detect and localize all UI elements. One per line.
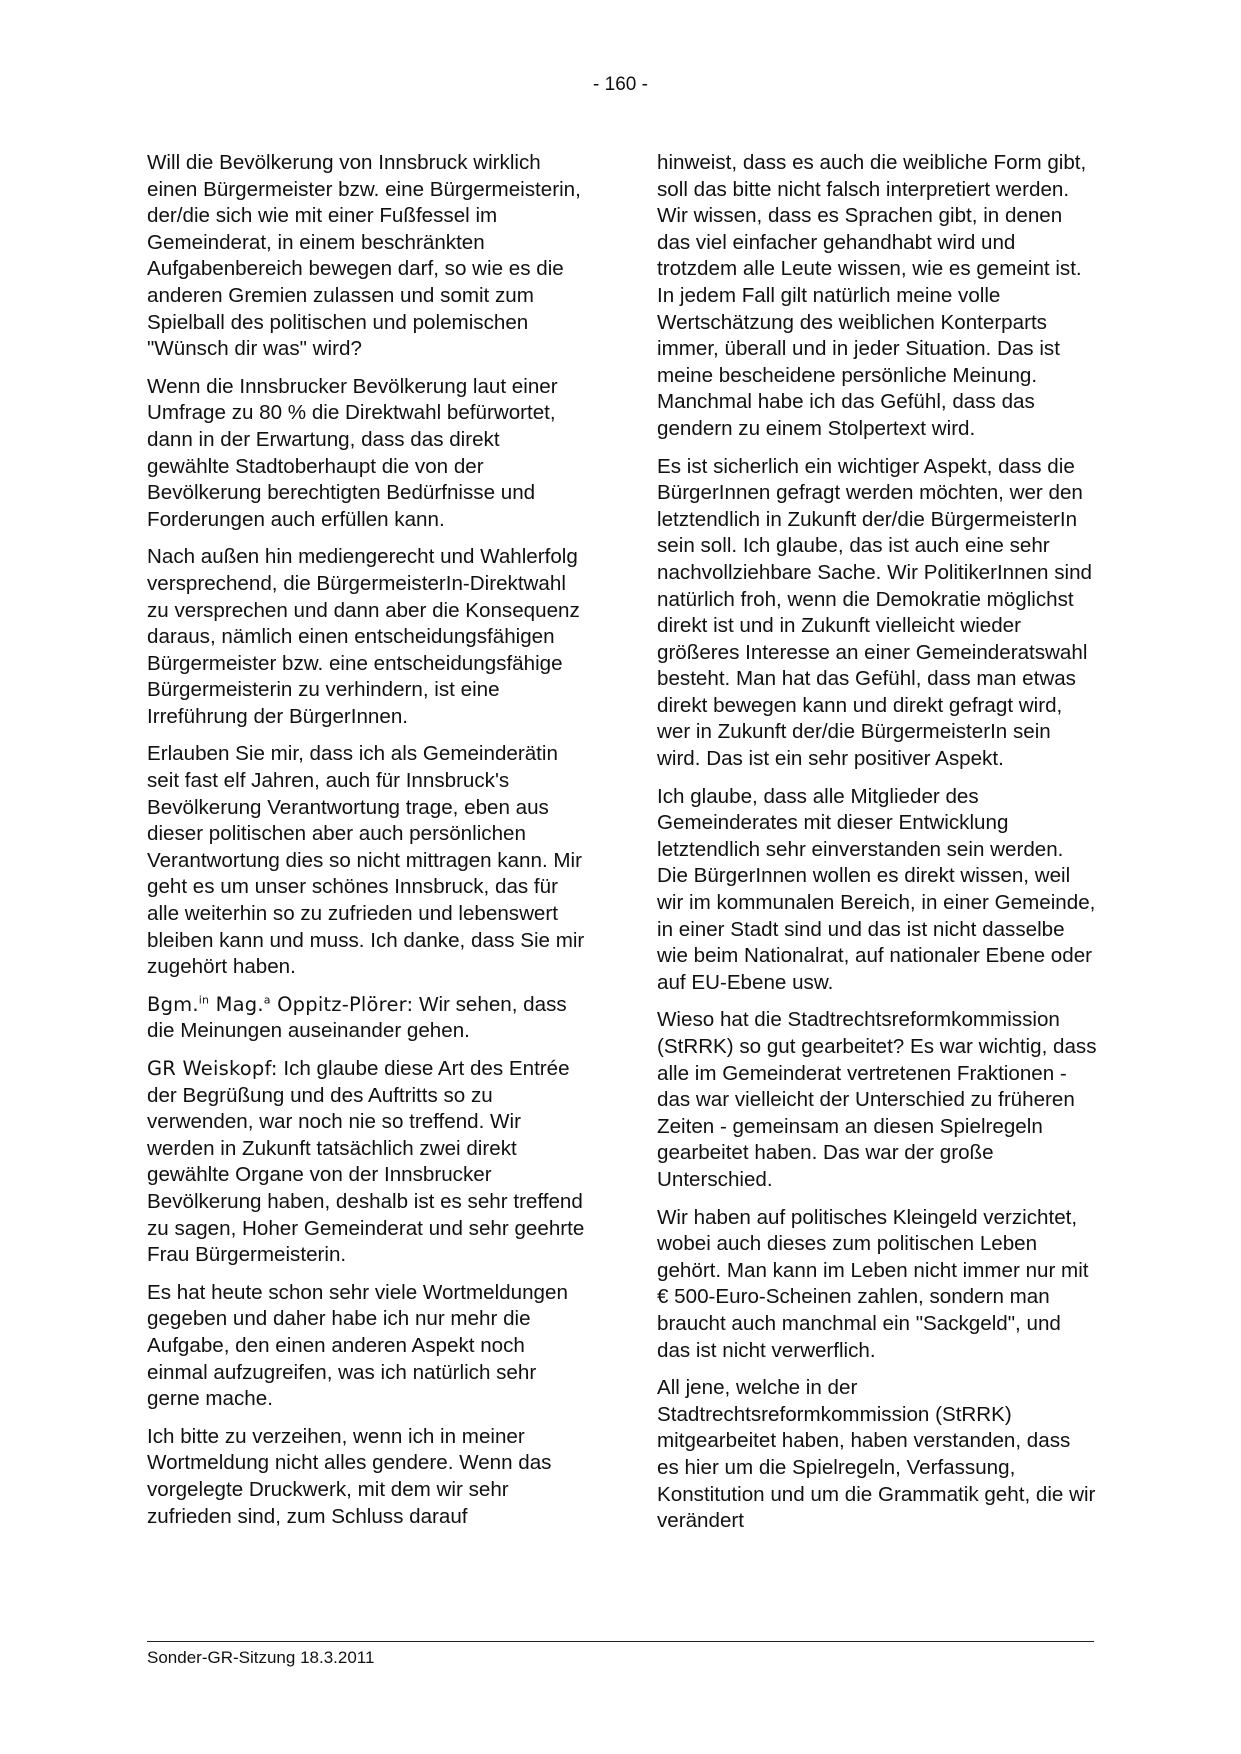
paragraph: Wenn die Innsbrucker Bevölkerung laut einer Umfrage zu 80 % die Direktwahl befürwortet, dann in der Erwartung, dass das direkt gewählte Stadtoberhaupt die von der Bevölkerung berechtigten Bedürfnisse und Forderungen auch erfüllen kann. [147,374,558,531]
footer-session: Sonder-GR-Sitzung 18.3.2011 [147,1648,375,1667]
footer-divider [147,1641,1094,1642]
speaker-surname: Oppitz-Plörer: [277,992,414,1016]
paragraph: All jene, welche in der Stadtrechtsreformkommission (StRRK) mitgearbeitet haben, haben verstanden, dass es hier um die Spielregeln, Verfassung, Konstitution und um die Grammatik geht, die wir verändert [657,1376,1096,1533]
speaker-degree: Mag. [215,992,264,1016]
superscript: a [263,993,271,1007]
paragraph: Ich glaube, dass alle Mitglieder des Gemeinderates mit dieser Entwicklung letztendlich sehr einverstanden sein werden. Die BürgerInnen wollen es direkt wissen, weil wir im kommunalen Bereich, in einer Gemeinde, in einer Stadt sind und das ist nicht dasselbe wie beim Nationalrat, auf nationaler Ebene oder auf EU-Ebene usw. [657,784,1096,994]
paragraph: Wieso hat die Stadtrechtsreformkommission (StRRK) so gut gearbeitet? Es war wichtig, dass alle im Gemeinderat vertretenen Fraktionen - das war vielleicht der Unterschied zu früheren Zeiten - gemeinsam an diesen Spielregeln gearbeitet haben. Das war der große Unterschied. [657,1008,1097,1191]
paragraph: Erlauben Sie mir, dass ich als Gemeinderätin seit fast elf Jahren, auch für Innsbruck's Bevölkerung Verantwortung trage, eben aus dieser politischen aber auch persönlichen Verantwortung dies so nicht mittragen kann. Mir geht es um unser schönes Innsbruck, das für alle weiterhin so zu zufrieden und lebenswert bleiben kann und muss. Ich danke, dass Sie mir zugehört haben. [147,742,585,979]
speech-text: Ich glaube diese Art des Entrée der Begrüßung und des Auftritts so zu verwenden, war noch nie so treffend. Wir werden in Zukunft tatsächlich zwei direkt gewählte Organe von der Innsbrucker Bevölkerung haben, deshalb ist es sehr treffend zu sagen, Hoher Gemeinderat und sehr geehrte Frau Bürgermeisterin. [147,1057,585,1267]
paragraph: Will die Bevölkerung von Innsbruck wirklich einen Bürgermeister bzw. eine Bürgermeisterin, der/die sich wie mit einer Fußfessel im Gemeinderat, in einem beschränkten Aufgabenbereich bewegen darf, so wie es die anderen Gremien zulassen und somit zum Spielball des politischen und polemischen "Wünsch dir was" wird? [147,151,581,361]
paragraph: Wir haben auf politisches Kleingeld verzichtet, wobei auch dieses zum politischen Leben gehört. Man kann im Leben nicht immer nur mit € 500-Euro-Scheinen zahlen, sondern man braucht auch manchmal ein "Sackgeld", und das ist nicht verwerflich. [657,1205,1089,1362]
right-column [657,150,1097,1546]
paragraph: Es hat heute schon sehr viele Wortmeldungen gegeben und daher habe ich nur mehr die Aufgabe, den einen anderen Aspekt noch einmal aufzugreifen, was ich natürlich sehr gerne mache. [147,1280,568,1411]
superscript: in [198,993,210,1007]
speech-text: Wir sehen, dass die Meinungen auseinander gehen. [147,992,567,1043]
speaker-paragraph [147,992,587,1045]
speaker-name: GR Weiskopf: [147,1057,278,1080]
speaker-name [147,993,413,1016]
left-column [147,150,587,1541]
speaker-paragraph [147,1056,587,1269]
paragraph: Es ist sicherlich ein wichtiger Aspekt, dass die BürgerInnen gefragt werden möchten, wer den letztendlich in Zukunft der/die BürgermeisterIn sein soll. Ich glaube, das ist auch eine sehr nachvollziehbare Sache. Wir PolitikerInnen sind natürlich froh, wenn die Demokratie möglichst direkt ist und in Zukunft vielleicht wieder größeres Interesse an einer Gemeinderatswahl besteht. Man hat das Gefühl, dass man etwas direkt bewegen kann und direkt gefragt wird, wer in Zukunft der/die BürgermeisterIn sein wird. Das ist ein sehr positiver Aspekt. [657,454,1092,771]
paragraph: Nach außen hin mediengerecht und Wahlerfolg versprechend, die BürgermeisterIn-Direktwahl zu versprechen und dann aber die Konsequenz daraus, nämlich einen entscheidungsfähigen Bürgermeister bzw. eine entscheidungsfähige Bürgermeisterin zu verhindern, ist eine Irreführung der BürgerInnen. [147,545,580,728]
paragraph: hinweist, dass es auch die weibliche Form gibt, soll das bitte nicht falsch interpretiert werden. Wir wissen, dass es Sprachen gibt, in denen das viel einfacher gehandhabt wird und trotzdem alle Leute wissen, wie es gemeint ist. In jedem Fall gilt natürlich meine volle Wertschätzung des weiblichen Konterparts immer, überall und in jeder Situation. Das ist meine bescheidene persönliche Meinung. Manchmal habe ich das Gefühl, dass das gendern zu einem Stolpertext wird. [657,151,1087,440]
speaker-title: Bgm. [147,992,199,1016]
paragraph: Ich bitte zu verzeihen, wenn ich in meiner Wortmeldung nicht alles gendere. Wenn das vorgelegte Druckwerk, mit dem wir sehr zufrieden sind, zum Schluss darauf [147,1424,552,1528]
page-number: - 160 - [593,74,648,95]
